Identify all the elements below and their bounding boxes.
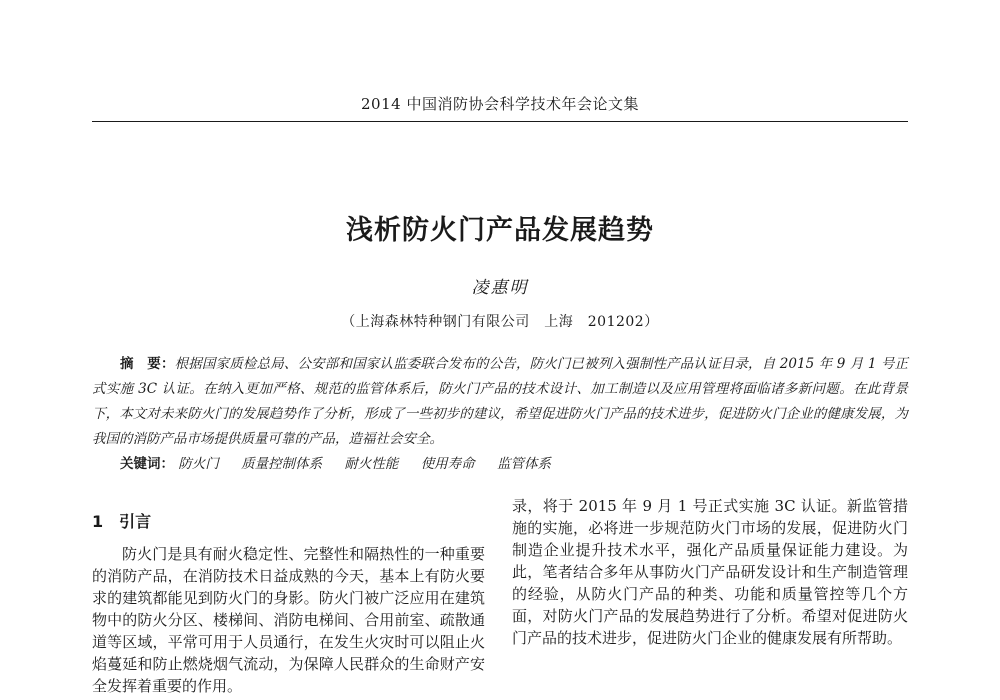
abstract-label: 摘 要：: [120, 356, 175, 372]
keyword: 耐火性能: [344, 456, 399, 472]
header-rule: [92, 121, 908, 122]
author-affiliation: （上海森林特种钢门有限公司 上海 201202）: [341, 314, 659, 330]
continued-paragraph: 录，将于 2015 年 9 月 1 号正式实施 3C 认证。新监管措施的实施，必将进一步规范防火门市场的发展，促进防火门制造企业提升技术水平，强化产品质量保证能力建设。为此，笔者结合多年从事防火门产品研发设计和生产制造管理的经验，从防火门产品的种类、功能和质量管控等几个方面，对防火门产品的发展趋势进行了分析。希望对促进防火门产品的技术进步，促进防火门企业的健康发展有所帮助。: [512, 497, 908, 647]
abstract: [92, 352, 908, 452]
running-header: 2014 中国消防协会科学技术年会论文集: [361, 95, 639, 113]
left-column: [92, 505, 485, 697]
keywords: [120, 452, 908, 477]
section-heading: [92, 511, 485, 533]
keyword: 质量控制体系: [241, 456, 323, 472]
right-column: [512, 495, 908, 649]
section-title: 引言: [119, 512, 152, 531]
keyword: 使用寿命: [420, 456, 475, 472]
section-number: 1: [92, 512, 104, 531]
keyword: 防火门: [178, 456, 219, 472]
abstract-text: 根据国家质检总局、公安部和国家认监委联合发布的公告，防火门已被列入强制性产品认证目录，自 2015 年 9 月 1 号正式实施 3C 认证。在纳入更加严格、规范的监管体系后，防火门产品的技术设计、加工制造以及应用管理将面临诸多新问题。在此背景下，本文对未来防火门的发展趋势作了分析，形成了一些初步的建议，希望促进防火门产品的技术进步，促进防火门企业的健康发展，为我国的消防产品市场提供质量可靠的产品，造福社会安全。: [92, 356, 909, 447]
paper-title: 浅析防火门产品发展趋势: [346, 215, 654, 246]
author-name: 凌惠明: [471, 278, 529, 298]
intro-paragraph: 防火门是具有耐火稳定性、完整性和隔热性的一种重要的消防产品，在消防技术日益成熟的今天，基本上有防火要求的建筑都能见到防火门的身影。防火门被广泛应用在建筑物中的防火分区、楼梯间、消防电梯间、合用前室、疏散通道等区域，平常可用于人员通行，在发生火灾时可以阻止火焰蔓延和防止燃烧烟气流动，为保障人民群众的生命财产安全发挥着重要的作用。: [92, 545, 485, 695]
keywords-label: 关键词：: [120, 456, 174, 472]
keyword: 监管体系: [496, 456, 551, 472]
